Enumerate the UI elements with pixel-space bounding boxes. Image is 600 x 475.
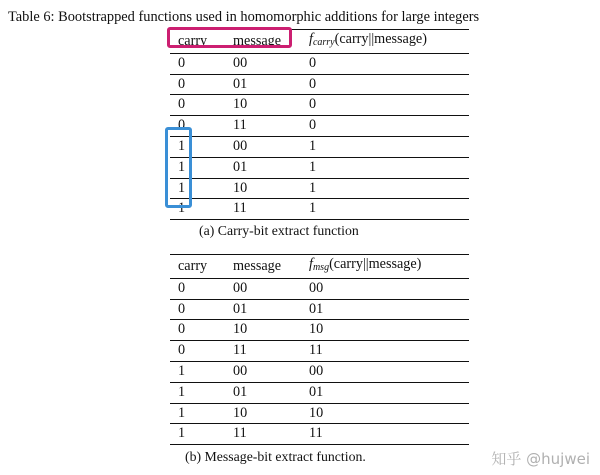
cell-carry: 1 [170,424,233,445]
cell-message: 01 [233,299,309,320]
header-carry: carry [170,30,233,54]
message-extract-table [170,254,469,445]
cell-message: 00 [233,136,309,157]
cell-message: 10 [233,95,309,116]
table-row [170,278,469,299]
table-row [170,95,469,116]
cell-result: 11 [309,341,469,362]
cell-message: 10 [233,403,309,424]
table-row [170,157,469,178]
cell-carry: 1 [170,199,233,220]
function-subscript: msg [312,262,330,273]
cell-result: 1 [309,136,469,157]
table-b-caption: (b) Message-bit extract function. [185,449,366,464]
table-row [170,178,469,199]
cell-carry: 1 [170,157,233,178]
table-row [170,116,469,137]
cell-result: 1 [309,157,469,178]
cell-carry: 1 [170,136,233,157]
cell-carry: 0 [170,278,233,299]
carry-highlight-box [165,127,192,208]
cell-result: 0 [309,95,469,116]
table-row [170,341,469,362]
cell-result: 00 [309,278,469,299]
cell-message: 01 [233,74,309,95]
cell-carry: 1 [170,382,233,403]
table-row [170,382,469,403]
cell-result: 01 [309,382,469,403]
cell-result: 10 [309,403,469,424]
cell-result: 1 [309,178,469,199]
function-args: (carry||message) [334,31,427,47]
header-carry: carry [170,255,233,279]
function-symbol: f [309,31,313,47]
header-message: message [233,30,309,54]
header-function [309,255,469,279]
cell-message: 11 [233,116,309,137]
cell-result: 0 [309,74,469,95]
header-highlight-box [167,27,292,48]
cell-carry: 1 [170,361,233,382]
table-row [170,299,469,320]
table-caption: Table 6: Bootstrapped functions used in homomorphic additions for large integers [8,9,480,25]
table-row [170,74,469,95]
cell-carry: 0 [170,341,233,362]
table-row [170,361,469,382]
table-row [170,136,469,157]
cell-carry: 0 [170,116,233,137]
cell-carry: 0 [170,74,233,95]
cell-message: 00 [233,361,309,382]
table-row [170,53,469,74]
cell-result: 11 [309,424,469,445]
table-row [170,320,469,341]
cell-message: 01 [233,157,309,178]
cell-carry: 1 [170,178,233,199]
cell-carry: 0 [170,53,233,74]
table-row [170,403,469,424]
cell-message: 00 [233,53,309,74]
cell-carry: 0 [170,299,233,320]
function-args: (carry||message) [329,256,422,272]
cell-result: 1 [309,199,469,220]
cell-message: 01 [233,382,309,403]
table-header-row [170,255,469,279]
cell-result: 01 [309,299,469,320]
cell-result: 00 [309,361,469,382]
cell-carry: 1 [170,403,233,424]
cell-message: 10 [233,320,309,341]
cell-carry: 0 [170,320,233,341]
cell-result: 0 [309,53,469,74]
carry-extract-table [170,29,469,220]
cell-message: 10 [233,178,309,199]
table-a-caption: (a) Carry-bit extract function [199,223,359,238]
cell-result: 0 [309,116,469,137]
table-row [170,424,469,445]
cell-message: 00 [233,278,309,299]
table-row [170,199,469,220]
function-subscript: carry [312,37,335,48]
cell-result: 10 [309,320,469,341]
header-message: message [233,255,309,279]
cell-carry: 0 [170,95,233,116]
cell-message: 11 [233,341,309,362]
cell-message: 11 [233,199,309,220]
header-function [309,30,469,54]
watermark: 知乎 @hujwei [491,450,590,468]
cell-message: 11 [233,424,309,445]
function-symbol: f [309,256,313,272]
